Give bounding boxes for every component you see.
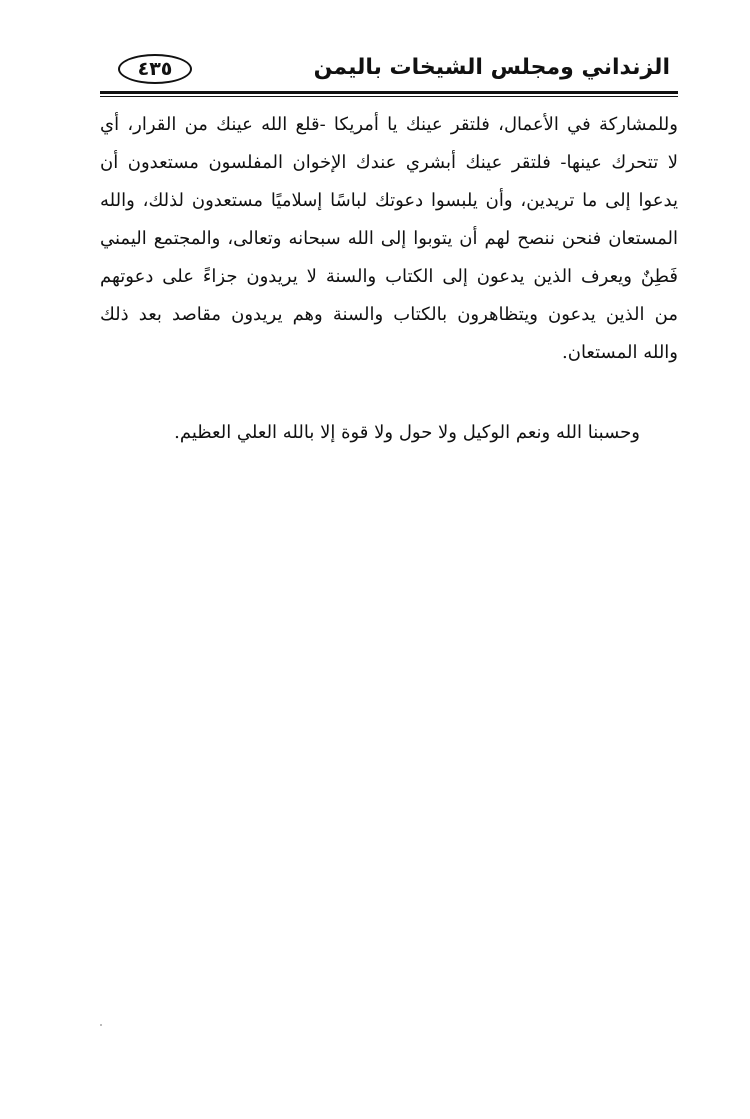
closing-line: وحسبنا الله ونعم الوكيل ولا حول ولا قوة إلا بالله العلي العظيم. bbox=[174, 422, 640, 443]
footer-speck bbox=[100, 1024, 102, 1026]
body-line: المستعان فنحن ننصح لهم أن يتوبوا إلى الله سبحانه وتعالى، والمجتمع اليمني bbox=[100, 228, 678, 249]
body-line-last: والله المستعان. bbox=[562, 342, 678, 363]
body-line: من الذين يدعون ويتظاهرون بالكتاب والسنة وهم يريدون مقاصد بعد ذلك bbox=[100, 304, 678, 325]
header-rule-thin bbox=[100, 96, 678, 97]
running-header bbox=[100, 50, 670, 90]
page-number-badge: ٤٣٥ bbox=[118, 54, 192, 84]
body-line: يدعوا إلى ما تريدين، وأن يلبسوا دعوتك لباسًا إسلاميًا مستعدون لذلك، والله bbox=[100, 190, 678, 211]
body-line: فَطِنٌ ويعرف الذين يدعون إلى الكتاب والسنة لا يريدون جزاءً على دعوتهم bbox=[100, 266, 678, 287]
body-line: لا تتحرك عينها- فلتقر عينك أبشري عندك الإخوان المفلسون مستعدون أن bbox=[100, 152, 678, 173]
body-paragraph bbox=[100, 106, 678, 372]
header-rule-thick bbox=[100, 91, 678, 94]
running-header-title: الزنداني ومجلس الشيخات باليمن bbox=[313, 55, 670, 80]
body-line: وللمشاركة في الأعمال، فلتقر عينك يا أمريكا -قلع الله عينك من القرار، أي bbox=[100, 114, 678, 135]
